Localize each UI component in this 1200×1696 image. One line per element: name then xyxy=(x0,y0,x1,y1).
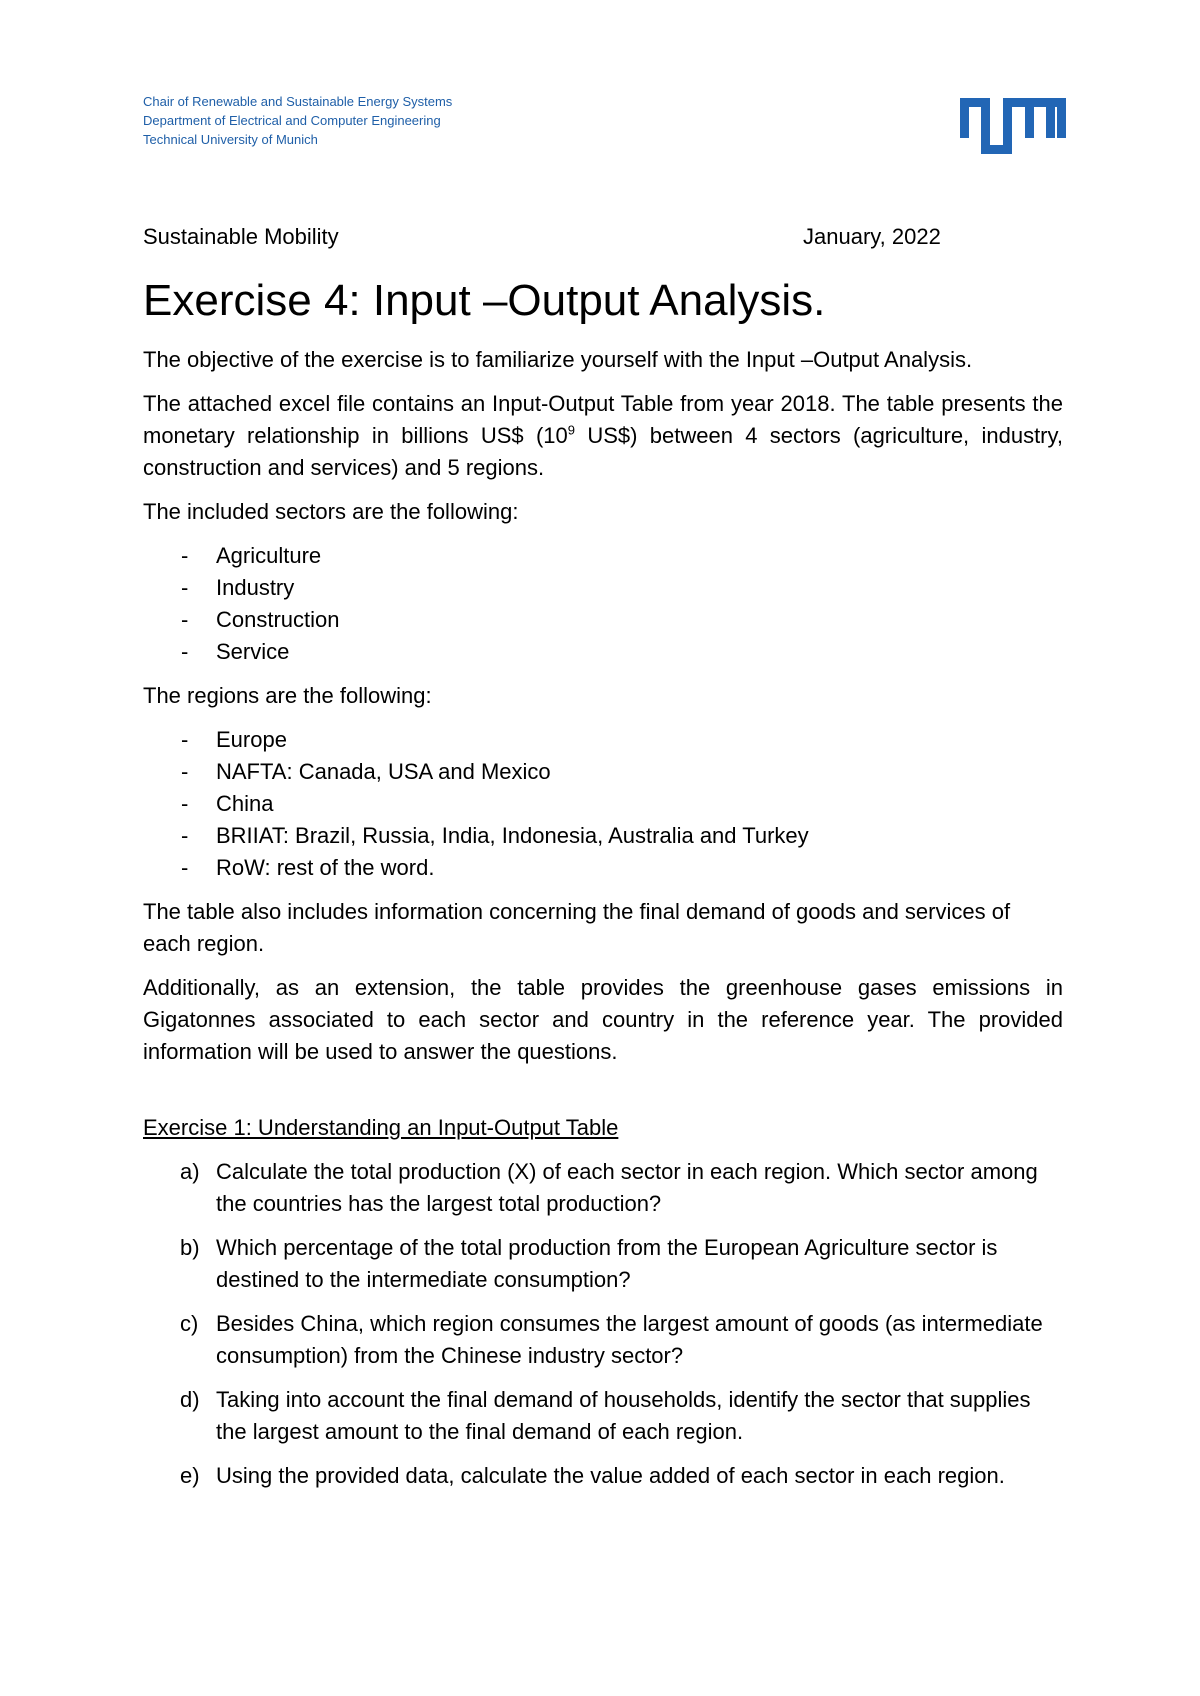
list-item: - China xyxy=(143,788,1063,820)
list-item: - RoW: rest of the word. xyxy=(143,852,1063,884)
list-item: - Agriculture xyxy=(143,540,1063,572)
sectors-list xyxy=(143,540,1063,668)
question-text: Using the provided data, calculate the value added of each sector in each region. xyxy=(216,1463,1005,1488)
document-date: January, 2022 xyxy=(803,224,941,249)
list-item: - Industry xyxy=(143,572,1063,604)
intro-paragraph: The objective of the exercise is to familiarize yourself with the Input –Output Analysis. xyxy=(143,347,973,372)
tum-logo xyxy=(960,98,1066,154)
question-text: Besides China, which region consumes the largest amount of goods (as intermediate consumption) from the Chinese industry sector? xyxy=(216,1311,1043,1368)
document-body xyxy=(143,344,1063,1504)
exercise-1-heading: Exercise 1: Understanding an Input-Output Table xyxy=(143,1115,619,1140)
regions-intro: The regions are the following: xyxy=(143,683,432,708)
table-desc-text-2: US$) between 4 sectors (agriculture, industry, construction and services) and 5 regions. xyxy=(143,423,1063,480)
exercise-1-questions xyxy=(143,1156,1063,1492)
page-title: Exercise 4: Input –Output Analysis. xyxy=(143,276,826,325)
question-marker: b) xyxy=(180,1235,200,1260)
department-name: Department of Electrical and Computer Engineering xyxy=(143,113,441,128)
question-item xyxy=(143,1308,1063,1372)
regions-list xyxy=(143,724,1063,884)
sectors-intro: The included sectors are the following: xyxy=(143,499,519,524)
final-demand-paragraph: The table also includes information concerning the final demand of goods and services of each region. xyxy=(143,899,1011,956)
list-item: - Construction xyxy=(143,604,1063,636)
question-item xyxy=(143,1460,1063,1492)
question-marker: c) xyxy=(180,1311,199,1336)
list-item: - Service xyxy=(143,636,1063,668)
institution-header xyxy=(143,92,452,149)
question-item xyxy=(143,1156,1063,1220)
question-marker: a) xyxy=(180,1159,200,1184)
university-name: Technical University of Munich xyxy=(143,132,318,147)
question-item xyxy=(143,1232,1063,1296)
table-desc-text-1: The attached excel file contains an Input-Output Table from year 2018. The table presents the monetary relationship in billions US$ (10 xyxy=(143,391,1063,448)
table-description-paragraph xyxy=(143,388,1063,484)
question-item xyxy=(143,1384,1063,1448)
list-item: - BRIIAT: Brazil, Russia, India, Indonesia, Australia and Turkey xyxy=(143,820,1063,852)
question-text: Which percentage of the total production from the European Agriculture sector is destined to the intermediate consumption? xyxy=(216,1235,998,1292)
list-item: - Europe xyxy=(143,724,1063,756)
emissions-paragraph: Additionally, as an extension, the table provides the greenhouse gases emissions in Gigatonnes associated to each sector and country in the reference year. The provided information will be used to answer the questions. xyxy=(143,975,1063,1064)
list-item: - NAFTA: Canada, USA and Mexico xyxy=(143,756,1063,788)
course-name: Sustainable Mobility xyxy=(143,224,339,249)
question-marker: e) xyxy=(180,1463,200,1488)
exponent: 9 xyxy=(567,422,575,438)
course-date-row xyxy=(143,224,963,250)
question-marker: d) xyxy=(180,1387,200,1412)
question-text: Calculate the total production (X) of each sector in each region. Which sector among the countries has the largest total production? xyxy=(216,1159,1038,1216)
chair-name: Chair of Renewable and Sustainable Energy Systems xyxy=(143,94,453,109)
question-text: Taking into account the final demand of households, identify the sector that supplies the largest amount to the final demand of each region. xyxy=(216,1387,1031,1444)
